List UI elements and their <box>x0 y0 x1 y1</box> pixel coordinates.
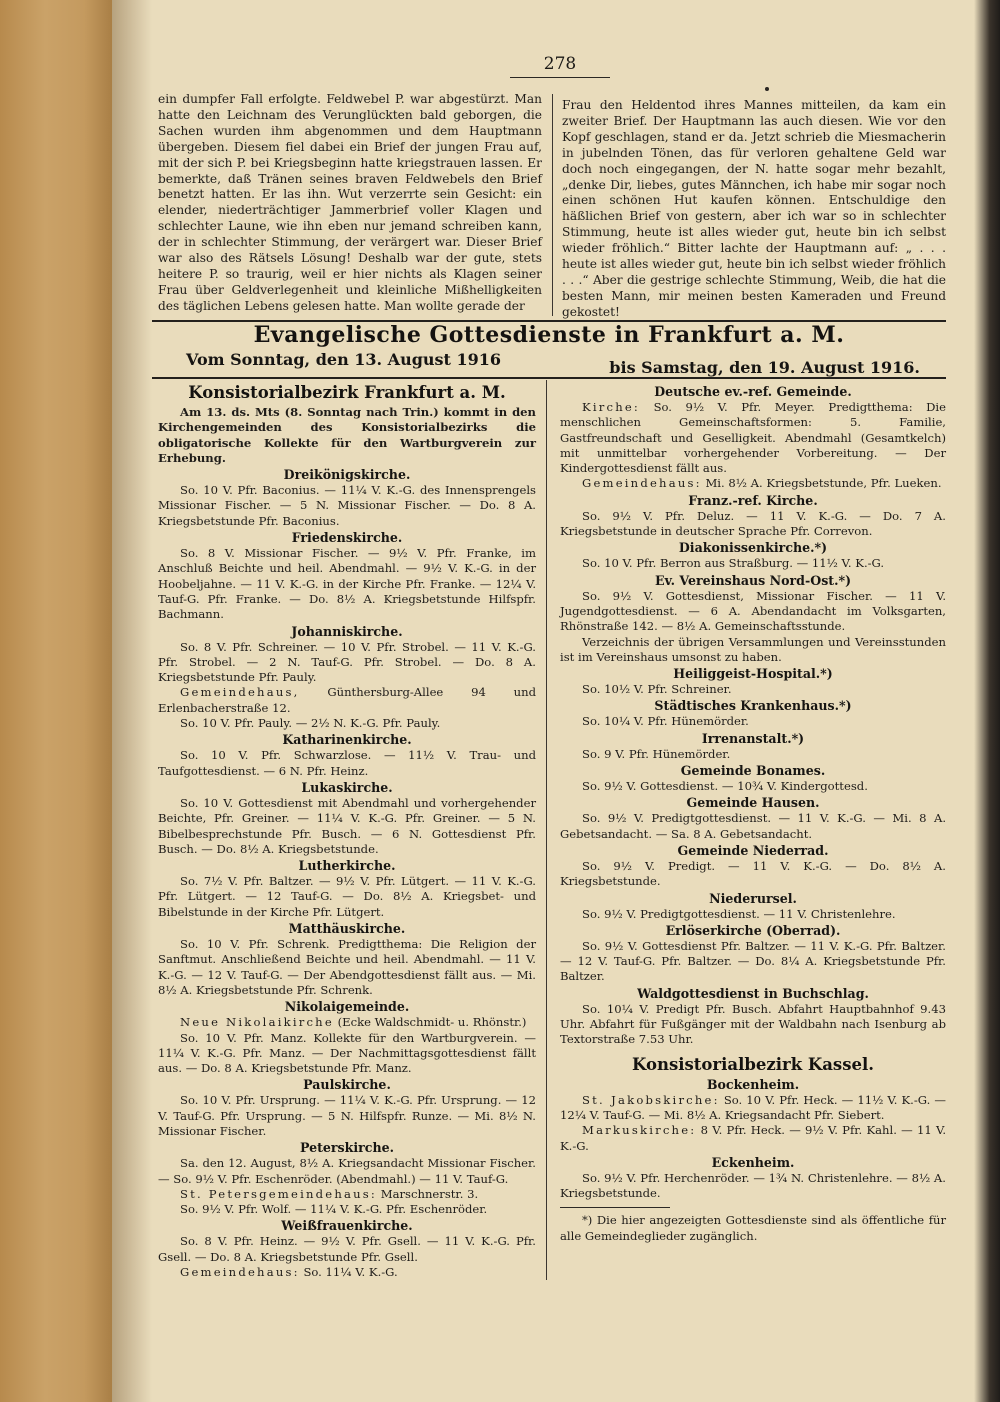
church-location-address: (Ecke Waldschmidt- u. Rhönstr.) <box>337 1015 527 1030</box>
church-services-text: So. 9½ V. Pfr. Meyer. Predigtthema: Die menschlichen Gemeinschaftsformen: 5. Familie, Gastfreundschaft und Geselligkeit. Abendmahl (Gesamtkelch) mit unmittelbar vorhergehender Vorbereitung. — Der Kindergottesdienst fällt aus. <box>560 400 946 476</box>
church-title: Nikolaigemeinde. <box>284 999 410 1015</box>
church-services <box>560 1123 946 1154</box>
church-title: Dreikönigskirche. <box>283 467 411 483</box>
church-services: So. 8 V. Pfr. Schreiner. — 10 V. Pfr. Strobel. — 11 V. K.-G. Pfr. Strobel. — 2 N. Tauf-G. Pfr. Strobel. — Do. 8 A. Kriegsbetstunde Pfr. Pauly. <box>158 639 536 685</box>
church-services: So. 10¼ V. Pfr. Hünemörder. <box>582 714 749 729</box>
church-services <box>560 1093 946 1124</box>
church-title: Peterskirche. <box>299 1140 395 1156</box>
church-services: So. 10½ V. Pfr. Schreiner. <box>582 682 732 697</box>
church-title: Ev. Vereinshaus Nord-Ost.*) <box>654 572 852 588</box>
church-title: Katharinenkirche. <box>282 732 412 748</box>
church-title: Lukaskirche. <box>301 779 393 795</box>
parish-house-label: Gemeindehaus, <box>180 685 300 700</box>
church-title: Deutsche ev.-ref. Gemeinde. <box>654 384 852 399</box>
page-number: 278 <box>543 54 577 74</box>
church-title: Gemeinde Bonames. <box>680 763 826 779</box>
church-services: So. 10 V. Pfr. Berron aus Straßburg. — 11½ V. K.-G. <box>582 556 885 571</box>
church-services: So. 10 V. Gottesdienst mit Abendmahl und vorhergehender Beichte, Pfr. Greiner. — 11¼ V. K.-G. Pfr. Greiner. — 5 N. Bibelbesprechstunde Pfr. Busch. — 6 N. Gottesdienst Pfr. Busch. — Do. 8½ A. Kriegsbetstunde. <box>158 795 536 856</box>
ink-dot-icon <box>765 87 769 91</box>
church-services: So. 10 V. Pfr. Schwarzlose. — 11½ V. Trau- und Taufgottesdienst. — 6 N. Pfr. Heinz. <box>158 748 536 778</box>
church-title: Eckenheim. <box>711 1154 795 1170</box>
church-services: So. 9½ V. Gottesdienst, Missionar Fischer. — 11 V. Jugendgottesdienst. — 6 A. Abendandacht im Volksgarten, Rhönstraße 142. — 8½ A. Gemeinschaftsstunde. <box>560 588 946 634</box>
footnote-rule <box>560 1207 670 1208</box>
church-services: So. 9½ V. Pfr. Wolf. — 11¼ V. K.-G. Pfr. Eschenröder. <box>180 1202 488 1217</box>
church-services-text: So. 10 V. Pfr. Heck. — 11½ V. K.-G. — 12¼ V. Tauf-G. — Mi. 8½ A. Kriegsandacht Pfr. Siebert. <box>560 1092 946 1122</box>
church-location <box>158 1015 536 1030</box>
church-services: So. 9½ V. Pfr. Deluz. — 11 V. K.-G. — Do. 7 A. Kriegsbetstunde in deutscher Sprache Pfr. Correvon. <box>560 508 946 539</box>
church-title: Paulskirche. <box>303 1077 391 1093</box>
church-services: So. 9½ V. Predigtgottesdienst. — 11 V. Christenlehre. <box>582 906 896 921</box>
church-title: Johanniskirche. <box>291 623 403 639</box>
story-text-left: ein dumpfer Fall erfolgte. Feldwebel P. war abgestürzt. Man hatte den Leichnam des Verunglückten bald geborgen, die Sachen wurden ihm abgenommen und dem Hauptmann übergeben. Diesem fiel dabei ein Brief der jungen Frau auf, mit der sich P. bei Kriegsbeginn hatte kriegstrauen lassen. Er bemerkte, daß Tränen seines braven Feldwebels den Brief benetzt hatten. Er las ihn. Wut verzerrte sein Gesicht: ein elender, niederträchtiger Jammerbrief voller Klagen und schlechter Laune, wie ihn eben nur jemand schreiben kann, der in schlechter Stimmung, der verärgert war. Dieser Brief war also des Rätsels Lösung! Deshalb war der gute, stets heitere P. so traurig, weil er hier nichts als Klagen seiner Frau über Geldverlegenheit und kleinliche Mißhelligkeiten des täglichen Lebens gelesen hatte. Man wollte gerade der <box>158 92 542 313</box>
service-listing-left <box>158 382 536 1280</box>
headline: Evangelische Gottesdienste in Frankfurt a. M. <box>253 322 845 348</box>
church-label: St. Jakobskirche: <box>582 1092 720 1107</box>
district-heading-kassel: Konsistorialbezirk Kassel. <box>631 1054 875 1074</box>
church-title: Niederursel. <box>709 890 797 906</box>
date-from: Vom Sonntag, den 13. August 1916 <box>186 350 502 369</box>
church-title: Städtisches Krankenhaus.*) <box>654 698 852 714</box>
church-services: So. 8 V. Missionar Fischer. — 9½ V. Pfr. Franke, im Anschluß Beichte und heil. Abendmahl. — 9½ V. K.-G. in der Hoobeljahne. — 11 V. K.-G. in der Kirche Pfr. Franke. — 12¼ V. Tauf-G. Pfr. Franke. — Do. 8½ A. Kriegsbetstunde Hilfspfr. Bachmann. <box>158 546 536 622</box>
parish-house-services: So. 11¼ V. K.-G. <box>303 1265 398 1280</box>
parish-house-label: Gemeindehaus: <box>582 476 702 491</box>
parish-house-label: St. Petersgemeindehaus: <box>180 1186 378 1201</box>
church-services: So. 7½ V. Pfr. Baltzer. — 9½ V. Pfr. Lütgert. — 11 V. K.-G. Pfr. Lütgert. — 12 Tauf-G. — Do. 8½ A. Kriegsbet- und Bibelstunde in der Kirche Pfr. Lütgert. <box>158 874 536 919</box>
church-services-text: 8 V. Pfr. Heck. — 9½ V. Pfr. Kahl. — 11 V. K.-G. <box>560 1123 946 1153</box>
date-to: bis Samstag, den 19. August 1916. <box>609 358 920 377</box>
church-services: So. 10 V. Pfr. Manz. Kollekte für den Wartburgverein. — 11¼ V. K.-G. Pfr. Manz. — Der Nachmittagsgottesdienst fällt aus. — Do. 8 A. Kriegsbetstunde Pfr. Manz. <box>158 1030 536 1076</box>
church-services: So. 9 V. Pfr. Hünemörder. <box>582 746 731 761</box>
service-listing-right <box>560 383 946 1244</box>
parish-house-label: Gemeindehaus: <box>180 1265 300 1280</box>
parish-house-address: Günthersburg-Allee 94 und Erlenbacherstraße 12. <box>158 685 537 715</box>
church-services: So. 9½ V. Predigt. — 11 V. K.-G. — Do. 8½ A. Kriegsbetstunde. <box>560 858 946 889</box>
story-text-right: Frau den Heldentod ihres Mannes mitteilen, da kam ein zweiter Brief. Der Hauptmann las auch diesen. Wie vor den Kopf geschlagen, stand er da. Jetzt schrieb die Miesmacherin in jubelnden Tönen, das für verloren gehaltene Geld war doch noch eingegangen, der N. hatte sogar mehr bezahlt, „denke Dir, liebes, gutes Männchen, ich habe mir sogar noch einen schönen Hut kaufen können. Entschuldige den häßlichen Brief von gestern, aber ich war so in schlechter Stimmung, heute ist alles wieder gut, heute bin ich selbst wieder fröhlich.“ Bitter lachte der Hauptmann auf: „ . . . heute ist alles wieder gut, heute bin ich selbst wieder fröhlich . . .“ Aber die gestrige schlechte Stimmung, Weib, die hat die besten Mann, mir meinen besten Kameraden und Freund gekostet! <box>562 98 946 319</box>
church-title: Diakonissenkirche.*) <box>678 540 828 556</box>
church-title: Friedenskirche. <box>291 530 403 546</box>
parish-house-entry <box>158 1265 536 1280</box>
church-title: Matthäuskirche. <box>288 921 406 937</box>
church-services: So. 9½ V. Gottesdienst. — 10¾ V. Kindergottesd. <box>582 779 868 794</box>
top-column-divider <box>552 94 553 316</box>
story-column-right <box>562 98 946 321</box>
parish-house-entry <box>560 476 946 491</box>
church-services: So. 10 V. Pfr. Schrenk. Predigtthema: Die Religion der Sanftmut. Anschließend Beichte und heil. Abendmahl. — 11 V. K.-G. — 12 V. Tauf-G. — Der Abendgottesdienst fällt aus. — Mi. 8½ A. Kriegsbetstunde Pfr. Schrenk. <box>158 937 536 997</box>
main-column-divider <box>546 380 547 1280</box>
page-edge-shadow <box>974 0 1000 1402</box>
church-title: Franz.-ref. Kirche. <box>688 492 818 508</box>
church-label: Kirche: <box>582 400 641 414</box>
church-title: Irrenanstalt.*) <box>701 730 805 746</box>
district-heading-frankfurt: Konsistorialbezirk Frankfurt a. M. <box>188 383 506 402</box>
church-services: So. 9½ V. Pfr. Herchenröder. — 1¾ N. Christenlehre. — 8½ A. Kriegsbetstunde. <box>560 1170 946 1201</box>
church-location-label: Neue Nikolaikirche <box>180 1015 334 1030</box>
church-title: Erlöserkirche (Oberrad). <box>665 922 841 938</box>
church-title: Gemeinde Hausen. <box>686 795 820 811</box>
collection-notice: Am 13. ds. Mts (8. Sonntag nach Trin.) kommt in den Kirchengemeinden des Konsistorialbezirks die obligatorische Kollekte für den Wartburgverein zur Erhebung. <box>158 405 536 465</box>
story-column-left <box>158 92 542 315</box>
church-title: Bockenheim. <box>706 1076 800 1092</box>
parish-house-address: Marschnerstr. 3. <box>380 1186 479 1201</box>
church-title: Gemeinde Niederrad. <box>677 842 829 858</box>
parish-house-services: Mi. 8½ A. Kriegsbetstunde, Pfr. Lueken. <box>705 476 942 491</box>
church-services: So. 10 V. Pfr. Ursprung. — 11¼ V. K.-G. Pfr. Ursprung. — 12 V. Tauf-G. Pfr. Ursprung. — 5 N. Hilfspfr. Runze. — Mi. 8½ N. Missionar Fischer. <box>158 1093 536 1138</box>
church-title: Heiliggeist-Hospital.*) <box>673 666 833 682</box>
footnote: *) Die hier angezeigten Gottesdienste sind als öffentliche für alle Gemeindeglieder zugänglich. <box>560 1213 946 1243</box>
church-label: Markuskirche: <box>582 1123 697 1138</box>
church-services: Sa. den 12. August, 8½ A. Kriegsandacht Missionar Fischer. — So. 9½ V. Pfr. Eschenröder. (Abendmahl.) — 11 V. Tauf-G. <box>158 1156 536 1186</box>
church-title: Weißfrauenkirche. <box>281 1218 413 1234</box>
church-services: So. 10 V. Pfr. Pauly. — 2½ N. K.-G. Pfr. Pauly. <box>180 716 441 731</box>
church-services: So. 8 V. Pfr. Heinz. — 9½ V. Pfr. Gsell. — 11 V. K.-G. Pfr. Gsell. — Do. 8 A. Kriegsbetstunde Pfr. Gsell. <box>158 1234 536 1264</box>
parish-house-entry <box>158 685 536 716</box>
church-services: So. 9½ V. Predigtgottesdienst. — 11 V. K.-G. — Mi. 8 A. Gebetsandacht. — Sa. 8 A. Gebetsandacht. <box>560 811 946 841</box>
church-services: So. 10 V. Pfr. Baconius. — 11¼ V. K.-G. des Innensprengels Missionar Fischer. — 5 N. Missionar Fischer. — Do. 8 A. Kriegsbetstunde Pfr. Baconius. <box>158 483 536 528</box>
church-services: So. 9½ V. Gottesdienst Pfr. Baltzer. — 11 V. K.-G. Pfr. Baltzer. — 12 V. Tauf-G. Pfr. Baltzer. — Do. 8¼ A. Kriegsbetstunde Pfr. Baltzer. <box>560 938 946 984</box>
book-binding <box>0 0 112 1402</box>
church-title: Lutherkirche. <box>298 858 396 874</box>
church-services <box>560 400 946 476</box>
page-number-rule <box>510 77 610 78</box>
binding-shadow <box>112 0 152 1402</box>
church-title: Waldgottesdienst in Buchschlag. <box>637 985 869 1001</box>
church-notice: Verzeichnis der übrigen Versammlungen und Vereinsstunden ist im Vereinshaus umsonst zu haben. <box>560 634 946 664</box>
parish-house-entry <box>158 1187 536 1202</box>
headline-bottom-rule <box>152 377 946 379</box>
church-services: So. 10¼ V. Predigt Pfr. Busch. Abfahrt Hauptbahnhof 9.43 Uhr. Abfahrt für Fußgänger mit der Waldbahn nach Isenburg ab Textorstraße 7.53 Uhr. <box>560 1001 946 1047</box>
